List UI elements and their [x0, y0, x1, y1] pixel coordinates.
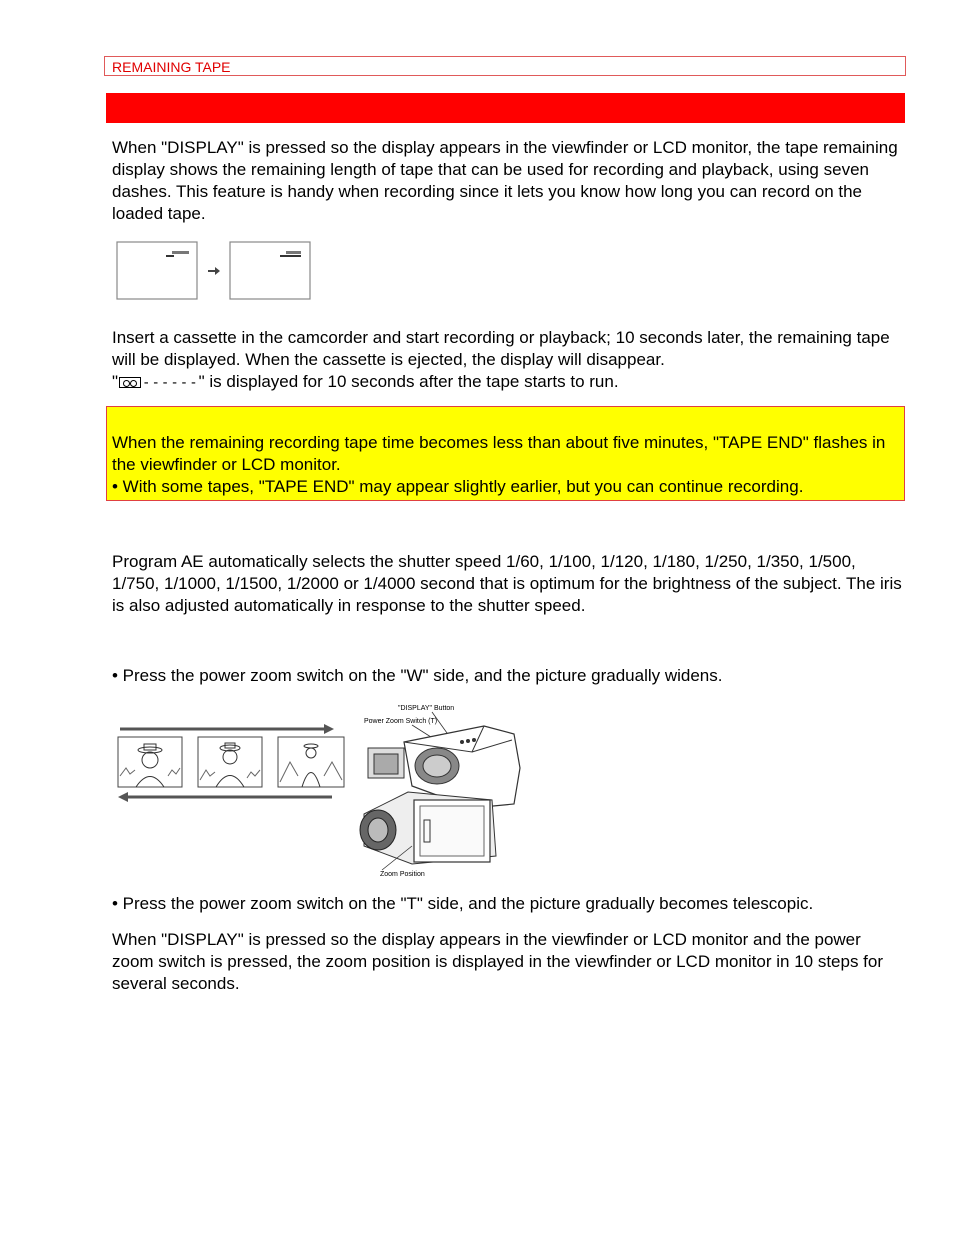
tape-end-note — [106, 406, 905, 501]
screen-after — [230, 242, 310, 299]
note-line-1: When the remaining recording tape time becomes less than about five minutes, "TAPE END" flashes in the viewfinder or LCD monitor. — [112, 433, 886, 474]
tape-bar-before — [172, 251, 189, 254]
arrow-right-icon — [208, 267, 220, 275]
zoom-switch-label: Power Zoom Switch (T) — [364, 718, 438, 725]
screen-before — [117, 242, 197, 299]
note-line-2: • With some tapes, "TAPE END" may appear slightly earlier, but you can continue recording. — [112, 477, 804, 496]
section-header-title: REMAINING TAPE — [112, 59, 231, 75]
tape-remaining-figure — [114, 240, 314, 302]
zoom-figure — [112, 696, 524, 880]
paragraph-zoom-wide: • Press the power zoom switch on the "W" side, and the picture gradually widens. — [112, 666, 723, 685]
paragraph-program-ae: Program AE automatically selects the shutter speed 1/60, 1/100, 1/120, 1/180, 1/250, 1/350, 1/500, 1/750, 1/1000, 1/1500, 1/2000 or 1/4000 second that is optimum for the brightness of the subject. The iris is also adjusted automatically in response to the shutter speed. — [112, 552, 902, 615]
paragraph-zoom-tele: • Press the power zoom switch on the "T" side, and the picture gradually becomes telescopic. — [112, 894, 814, 913]
arrow-left-icon — [118, 792, 128, 802]
tape-bar-after — [280, 255, 301, 257]
display-button-label: "DISPLAY" Button — [398, 705, 455, 712]
cassette-icon — [119, 377, 141, 388]
paragraph-tape-remaining-intro: When "DISPLAY" is pressed so the display appears in the viewfinder or LCD monitor, the tape remaining display shows the remaining length of tape that can be used for recording and playback, using seven dashes. This feature is handy when recording since it lets you know how long you can record on the loaded tape. — [112, 138, 898, 223]
red-title-bar — [106, 93, 905, 123]
paragraph-zoom-display: When "DISPLAY" is pressed so the display appears in the viewfinder or LCD monitor and the power zoom switch is pressed, the zoom position is displayed in the viewfinder or LCD monitor in 10 steps for several seconds. — [112, 930, 884, 993]
arrow-right-icon — [324, 724, 334, 734]
zoom-position-label: Zoom Position — [380, 871, 425, 878]
zoom-frame-wide — [118, 737, 182, 787]
paragraph-insert-cassette: Insert a cassette in the camcorder and start recording or playback; 10 seconds later, the remaining tape will be displayed. When the cassette is ejected, the display will disappear. " ------" is displayed for 10 seconds after the tape starts to run. — [112, 328, 890, 391]
zoom-frame-tele — [278, 737, 344, 787]
zoom-frame-middle — [198, 737, 262, 787]
section-header-box — [104, 56, 906, 76]
camcorder-illustration — [360, 726, 520, 864]
